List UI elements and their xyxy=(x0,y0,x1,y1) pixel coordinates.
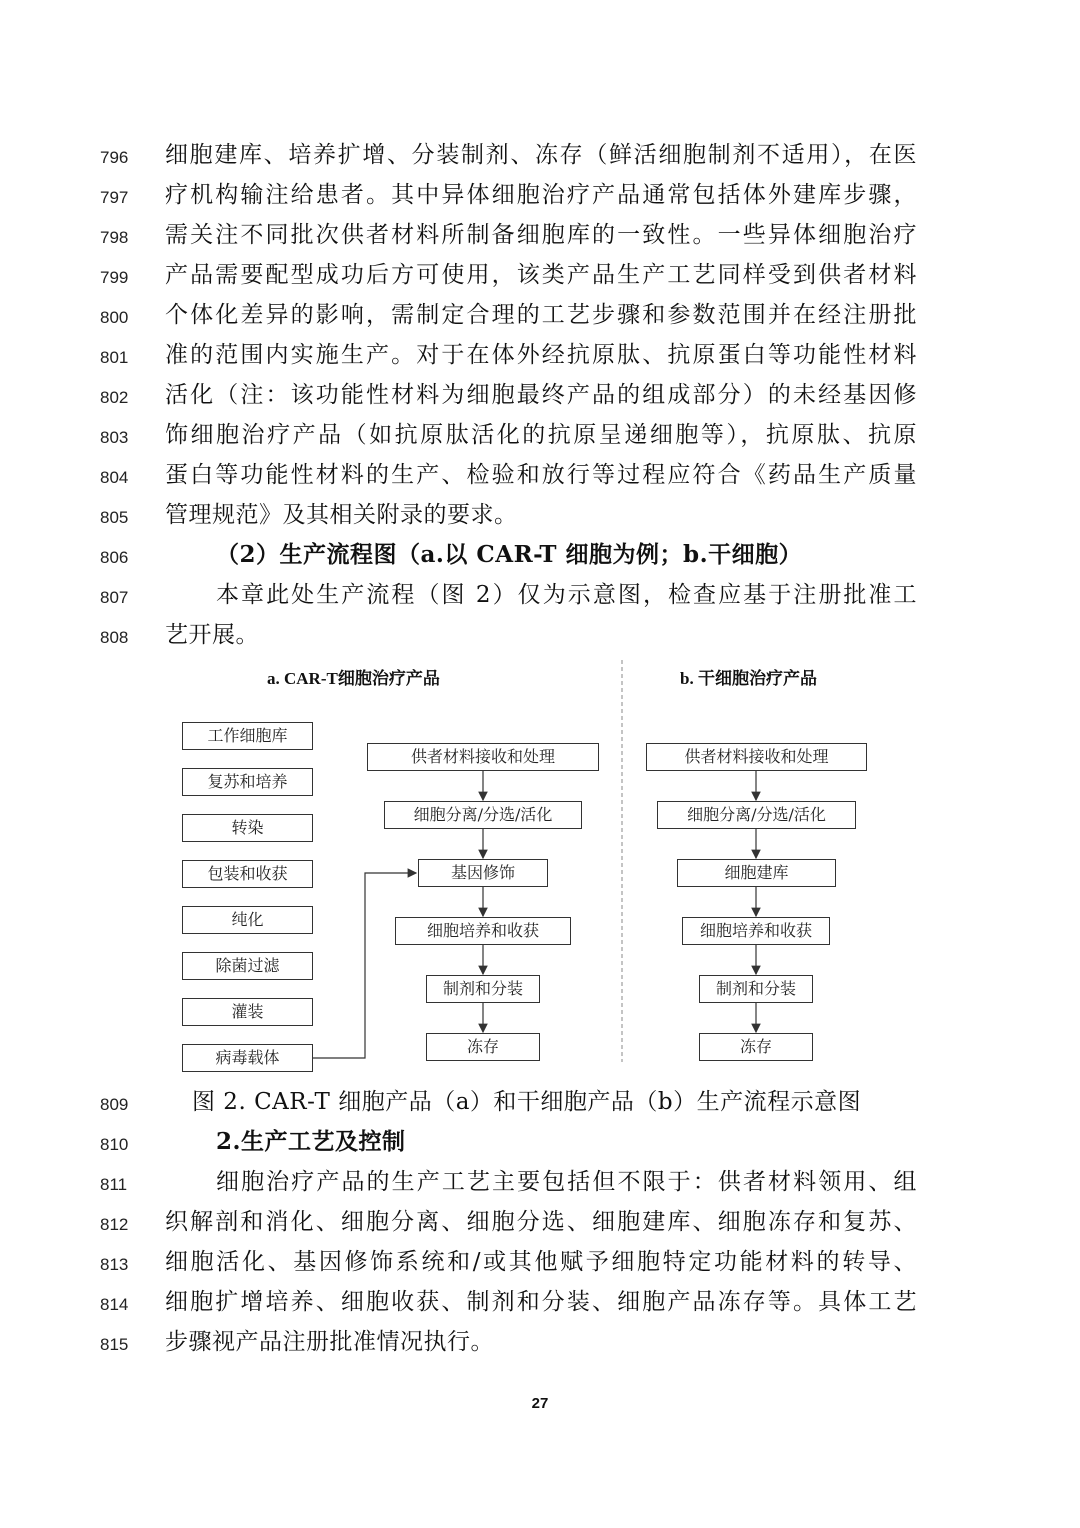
flow-box: 细胞建库 xyxy=(677,859,836,887)
line-text: 本章此处生产流程（图 2）仅为示意图，检查应基于注册批准工 xyxy=(216,582,917,608)
section-subheading: （2）生产流程图（a.以 CAR-T 细胞为例；b.干细胞） xyxy=(216,541,803,568)
line-text: 需关注不同批次供者材料所制备细胞库的一致性。一些异体细胞治疗 xyxy=(165,222,917,248)
line-text: 产品需要配型成功后方可使用，该类产品生产工艺同样受到供者材料 xyxy=(165,262,917,288)
flow-box: 制剂和分装 xyxy=(699,975,813,1003)
line-text: 蛋白等功能性材料的生产、检验和放行等过程应符合《药品生产质量 xyxy=(165,462,917,488)
text-line xyxy=(0,1202,1080,1242)
flow-box: 包装和收获 xyxy=(182,860,313,888)
line-number: 806 xyxy=(100,548,129,567)
page-number: 27 xyxy=(531,1395,549,1412)
line-number: 809 xyxy=(100,1095,129,1114)
flow-box: 供者材料接收和处理 xyxy=(646,743,867,771)
line-text: 个体化差异的影响，需制定合理的工艺步骤和参数范围并在经注册批 xyxy=(165,302,917,328)
line-number: 807 xyxy=(100,588,129,607)
text-line xyxy=(0,1282,1080,1322)
flow-box: 灌装 xyxy=(182,998,313,1026)
text-line xyxy=(0,1122,1080,1162)
line-text: 细胞建库、培养扩增、分装制剂、冻存（鲜活细胞制剂不适用），在医 xyxy=(165,142,917,168)
flow-box: 转染 xyxy=(182,814,313,842)
line-text: 步骤视产品注册批准情况执行。 xyxy=(165,1329,494,1355)
line-number: 797 xyxy=(100,188,129,207)
line-text: 准的范围内实施生产。对于在体外经抗原肽、抗原蛋白等功能性材料 xyxy=(165,342,917,368)
line-number: 799 xyxy=(100,268,129,287)
flow-box: 纯化 xyxy=(182,906,313,934)
line-number: 800 xyxy=(100,308,129,327)
line-number: 804 xyxy=(100,468,129,487)
line-number: 815 xyxy=(100,1335,129,1354)
section-heading: 2.生产工艺及控制 xyxy=(216,1128,406,1155)
line-number: 796 xyxy=(100,148,129,167)
line-number: 801 xyxy=(100,348,129,367)
line-text: 饰细胞治疗产品（如抗原肽活化的抗原呈递细胞等），抗原肽、抗原 xyxy=(165,422,917,448)
figure-title-b: b. 干细胞治疗产品 xyxy=(680,669,817,688)
figure-caption: 图 2. CAR-T 细胞产品（a）和干细胞产品（b）生产流程示意图 xyxy=(192,1089,862,1115)
text-line xyxy=(0,1162,1080,1202)
line-text: 细胞活化、基因修饰系统和/或其他赋予细胞特定功能材料的转导、 xyxy=(165,1249,917,1275)
flow-box: 细胞培养和收获 xyxy=(682,917,830,945)
line-number: 810 xyxy=(100,1135,129,1154)
flow-box: 制剂和分装 xyxy=(426,975,540,1003)
line-number: 812 xyxy=(100,1215,129,1234)
line-text: 细胞治疗产品的生产工艺主要包括但不限于：供者材料领用、组 xyxy=(216,1169,917,1195)
line-number: 814 xyxy=(100,1295,129,1314)
line-number: 813 xyxy=(100,1255,129,1274)
line-number: 808 xyxy=(100,628,129,647)
line-number: 811 xyxy=(100,1175,128,1194)
line-text: 疗机构输注给患者。其中异体细胞治疗产品通常包括体外建库步骤， xyxy=(165,182,917,208)
flow-box: 冻存 xyxy=(426,1033,540,1061)
flow-box: 细胞分离/分选/活化 xyxy=(657,801,856,829)
line-text: 细胞扩增培养、细胞收获、制剂和分装、细胞产品冻存等。具体工艺 xyxy=(165,1289,917,1315)
line-text: 活化（注：该功能性材料为细胞最终产品的组成部分）的未经基因修 xyxy=(165,382,917,408)
line-number: 798 xyxy=(100,228,129,247)
line-number: 802 xyxy=(100,388,129,407)
flow-box: 基因修饰 xyxy=(418,859,548,887)
flow-box: 供者材料接收和处理 xyxy=(367,743,599,771)
line-text: 艺开展。 xyxy=(165,622,259,648)
text-line xyxy=(0,1322,1080,1362)
flow-box: 工作细胞库 xyxy=(182,722,313,750)
figure-caption-line xyxy=(0,1082,1080,1122)
flow-box: 冻存 xyxy=(699,1033,813,1061)
line-text: 管理规范》及其相关附录的要求。 xyxy=(165,502,518,528)
line-number: 803 xyxy=(100,428,129,447)
flow-box: 细胞分离/分选/活化 xyxy=(384,801,582,829)
flow-box: 复苏和培养 xyxy=(182,768,313,796)
text-line xyxy=(0,1242,1080,1282)
flow-box: 病毒载体 xyxy=(182,1044,313,1072)
figure-title-a: a. CAR-T细胞治疗产品 xyxy=(267,669,440,688)
flow-box: 除菌过滤 xyxy=(182,952,313,980)
line-text: 织解剖和消化、细胞分离、细胞分选、细胞建库、细胞冻存和复苏、 xyxy=(165,1209,917,1235)
flow-box: 细胞培养和收获 xyxy=(395,917,571,945)
line-number: 805 xyxy=(100,508,129,527)
